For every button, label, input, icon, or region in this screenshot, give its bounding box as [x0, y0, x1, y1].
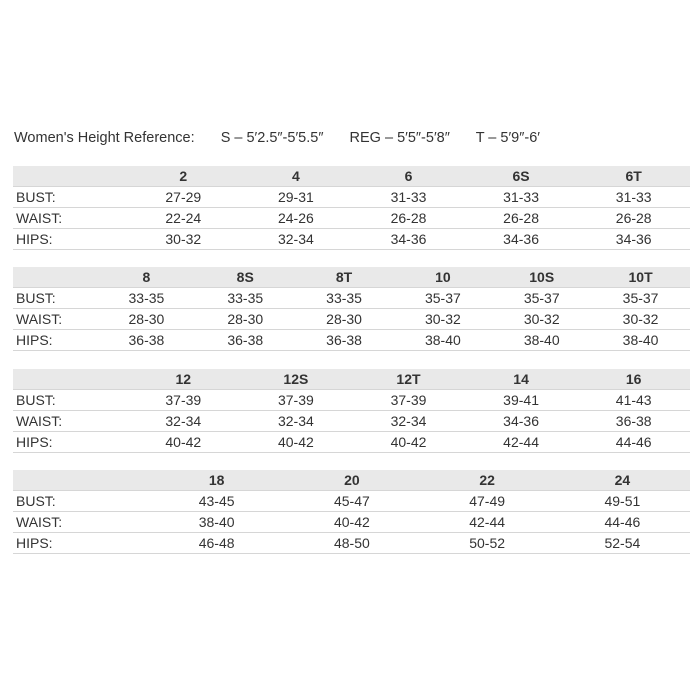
- measurement-cell: 34-36: [352, 229, 465, 250]
- waist-row: [13, 512, 690, 533]
- measurement-cell: 24-26: [240, 208, 353, 229]
- size-header: 6S: [512, 168, 530, 184]
- hips-row: [13, 229, 690, 250]
- measurement-cell: 38-40: [492, 330, 591, 351]
- measurement-cell: 40-42: [352, 432, 465, 453]
- measurement-cell: 42-44: [465, 432, 578, 453]
- measurement-cell: 37-39: [127, 390, 240, 411]
- measurement-cell: 34-36: [577, 229, 690, 250]
- row-label: WAIST:: [13, 512, 149, 533]
- size-table-1: [13, 166, 690, 250]
- size-header: 4: [291, 168, 300, 184]
- size-header: 20: [344, 472, 360, 488]
- measurement-cell: 40-42: [240, 432, 353, 453]
- measurement-cell: 45-47: [284, 491, 419, 512]
- measurement-cell: 41-43: [577, 390, 690, 411]
- row-label: BUST:: [13, 187, 127, 208]
- hips-row: [13, 432, 690, 453]
- size-table-2: [13, 267, 690, 351]
- size-table-3: [13, 369, 690, 453]
- corner-cell: [13, 470, 149, 491]
- size-header-row: [13, 369, 690, 390]
- size-header: 10: [435, 269, 451, 285]
- measurement-cell: 40-42: [127, 432, 240, 453]
- measurement-cell: 30-32: [591, 309, 690, 330]
- row-label: BUST:: [13, 491, 149, 512]
- measurement-cell: 33-35: [97, 288, 196, 309]
- height-reference: [14, 130, 544, 146]
- measurement-cell: 33-35: [196, 288, 295, 309]
- measurement-cell: 31-33: [577, 187, 690, 208]
- measurement-cell: 47-49: [420, 491, 555, 512]
- measurement-cell: 30-32: [492, 309, 591, 330]
- row-label: HIPS:: [13, 432, 127, 453]
- measurement-cell: 36-38: [577, 411, 690, 432]
- measurement-cell: 42-44: [420, 512, 555, 533]
- size-header: 24: [614, 472, 631, 488]
- bust-row: [13, 288, 690, 309]
- measurement-cell: 26-28: [577, 208, 690, 229]
- measurement-cell: 28-30: [196, 309, 295, 330]
- measurement-cell: 48-50: [284, 533, 419, 554]
- measurement-cell: 22-24: [127, 208, 240, 229]
- measurement-cell: 33-35: [295, 288, 394, 309]
- measurement-cell: 38-40: [393, 330, 492, 351]
- row-label: WAIST:: [13, 208, 127, 229]
- measurement-cell: 38-40: [591, 330, 690, 351]
- row-label: HIPS:: [13, 330, 97, 351]
- bust-row: [13, 187, 690, 208]
- measurement-cell: 31-33: [465, 187, 578, 208]
- measurement-cell: 27-29: [127, 187, 240, 208]
- measurement-cell: 37-39: [352, 390, 465, 411]
- measurement-cell: 35-37: [393, 288, 492, 309]
- measurement-cell: 49-51: [555, 491, 690, 512]
- measurement-cell: 26-28: [465, 208, 578, 229]
- row-label: HIPS:: [13, 533, 149, 554]
- size-header: 8T: [335, 269, 353, 285]
- height-reference-small: S – 5′2.5″-5′5.5″: [220, 130, 324, 146]
- measurement-cell: 31-33: [352, 187, 465, 208]
- measurement-cell: 30-32: [127, 229, 240, 250]
- size-header: 6T: [625, 168, 642, 184]
- row-label: BUST:: [13, 390, 127, 411]
- row-label: BUST:: [13, 288, 97, 309]
- size-header: 8S: [236, 269, 254, 285]
- size-header-row: [13, 166, 690, 187]
- measurement-cell: 44-46: [555, 512, 690, 533]
- corner-cell: [13, 267, 97, 288]
- measurement-cell: 40-42: [284, 512, 419, 533]
- measurement-cell: 34-36: [465, 229, 578, 250]
- size-header: 18: [208, 472, 225, 488]
- measurement-cell: 29-31: [240, 187, 353, 208]
- measurement-cell: 32-34: [352, 411, 465, 432]
- measurement-cell: 44-46: [577, 432, 690, 453]
- measurement-cell: 28-30: [97, 309, 196, 330]
- bust-row: [13, 491, 690, 512]
- size-header: 22: [479, 472, 495, 488]
- measurement-cell: 32-34: [240, 411, 353, 432]
- row-label: WAIST:: [13, 309, 97, 330]
- measurement-cell: 34-36: [465, 411, 578, 432]
- height-reference-regular: REG – 5′5″-5′8″: [349, 130, 450, 146]
- measurement-cell: 52-54: [555, 533, 690, 554]
- size-header: 2: [179, 168, 188, 184]
- measurement-cell: 36-38: [196, 330, 295, 351]
- measurement-cell: 32-34: [127, 411, 240, 432]
- size-header: 14: [513, 371, 529, 387]
- size-header: 8: [142, 269, 151, 285]
- bust-row: [13, 390, 690, 411]
- measurement-cell: 26-28: [352, 208, 465, 229]
- size-header: 12S: [283, 371, 309, 387]
- waist-row: [13, 208, 690, 229]
- measurement-cell: 43-45: [149, 491, 284, 512]
- measurement-cell: 36-38: [97, 330, 196, 351]
- size-header-row: [13, 470, 690, 491]
- measurement-cell: 32-34: [240, 229, 353, 250]
- height-reference-tall: T – 5′9″-6′: [475, 130, 540, 146]
- size-header-row: [13, 267, 690, 288]
- measurement-cell: 30-32: [393, 309, 492, 330]
- corner-cell: [13, 166, 127, 187]
- size-header: 12T: [396, 371, 421, 387]
- measurement-cell: 46-48: [149, 533, 284, 554]
- waist-row: [13, 309, 690, 330]
- height-reference-label: Women's Height Reference:: [14, 130, 195, 146]
- size-header: 10T: [628, 269, 653, 285]
- hips-row: [13, 330, 690, 351]
- size-table-4: [13, 470, 690, 554]
- measurement-cell: 39-41: [465, 390, 578, 411]
- measurement-cell: 28-30: [295, 309, 394, 330]
- row-label: HIPS:: [13, 229, 127, 250]
- size-header: 10S: [529, 269, 555, 285]
- waist-row: [13, 411, 690, 432]
- hips-row: [13, 533, 690, 554]
- size-header: 6: [404, 168, 413, 184]
- size-header: 12: [175, 371, 192, 387]
- row-label: WAIST:: [13, 411, 127, 432]
- measurement-cell: 36-38: [295, 330, 394, 351]
- measurement-cell: 38-40: [149, 512, 284, 533]
- measurement-cell: 35-37: [492, 288, 591, 309]
- measurement-cell: 50-52: [420, 533, 555, 554]
- measurement-cell: 37-39: [240, 390, 353, 411]
- measurement-cell: 35-37: [591, 288, 690, 309]
- corner-cell: [13, 369, 127, 390]
- size-header: 16: [625, 371, 642, 387]
